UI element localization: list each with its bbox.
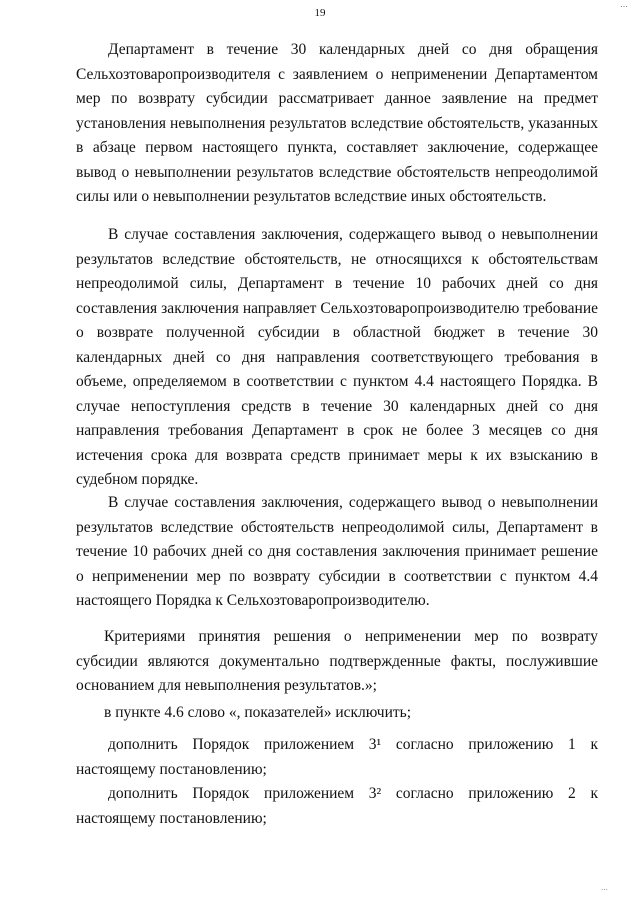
paragraph-refund-requirement: В случае составления заключения, содержащего вывод о невыполнении результатов вследствие обстоятельств, не относящихся к обстоятельствам непреодолимой силы, Департамент в течение 10 рабочих дней со дня составления заключения направляет Сельхозтоваропроизводителю требование о возврате полученной субсидии в областной бюджет в течение 30 календарных дней со дня направления соответствующего требования в объеме, определяемом в соответствии с пунктом 4.4 настоящего Порядка. В случае непоступления средств в течение 30 календарных дней со дня направления требования Департамент в срок не более 3 месяцев со дня истечения срока для возврата средств принимает меры к их взысканию в судебном порядке. [76, 226, 598, 488]
paragraph-appendix-3-2: дополнить Порядок приложением 3² согласно приложению 2 к настоящему постановлению; [76, 785, 598, 827]
paragraph-force-majeure-decision: В случае составления заключения, содержащего вывод о невыполнении результатов вследствие обстоятельств непреодолимой силы, Департамент в течение 10 рабочих дней со дня составления заключения принимает решение о неприменении мер по возврату субсидии в соответствии с пунктом 4.4 настоящего Порядка к Сельхозтоваропроизводителю. [76, 494, 598, 609]
paragraph-appendix-3-1: дополнить Порядок приложением 3¹ согласно приложению 1 к настоящему постановлению; [76, 736, 598, 778]
paragraph-department-review: Департамент в течение 30 календарных дней со дня обращения Сельхозтоваропроизводителя с заявлением о неприменении Департаментом мер по возврату субсидии рассматривает данное заявление на предмет установления невыполнения результатов вследствие обстоятельств, указанных в абзаце первом настоящего пункта, составляет заключение, содержащее вывод о невыполнении результатов вследствие обстоятельств непреодолимой силы или о невыполнении результатов вследствие иных обстоятельств. [76, 41, 598, 205]
page-number: 19 [314, 7, 326, 19]
paragraph-clause-4-6: в пункте 4.6 слово «, показателей» исключить; [104, 704, 412, 721]
paragraph-decision-criteria: Критериями принятия решения о неприменении мер по возврату субсидии являются документально подтвержденные факты, послужившие основанием для невыполнения результатов.»; [76, 628, 598, 694]
top-corner-mark: … [620, 0, 628, 9]
bottom-corner-mark: … [601, 884, 608, 892]
